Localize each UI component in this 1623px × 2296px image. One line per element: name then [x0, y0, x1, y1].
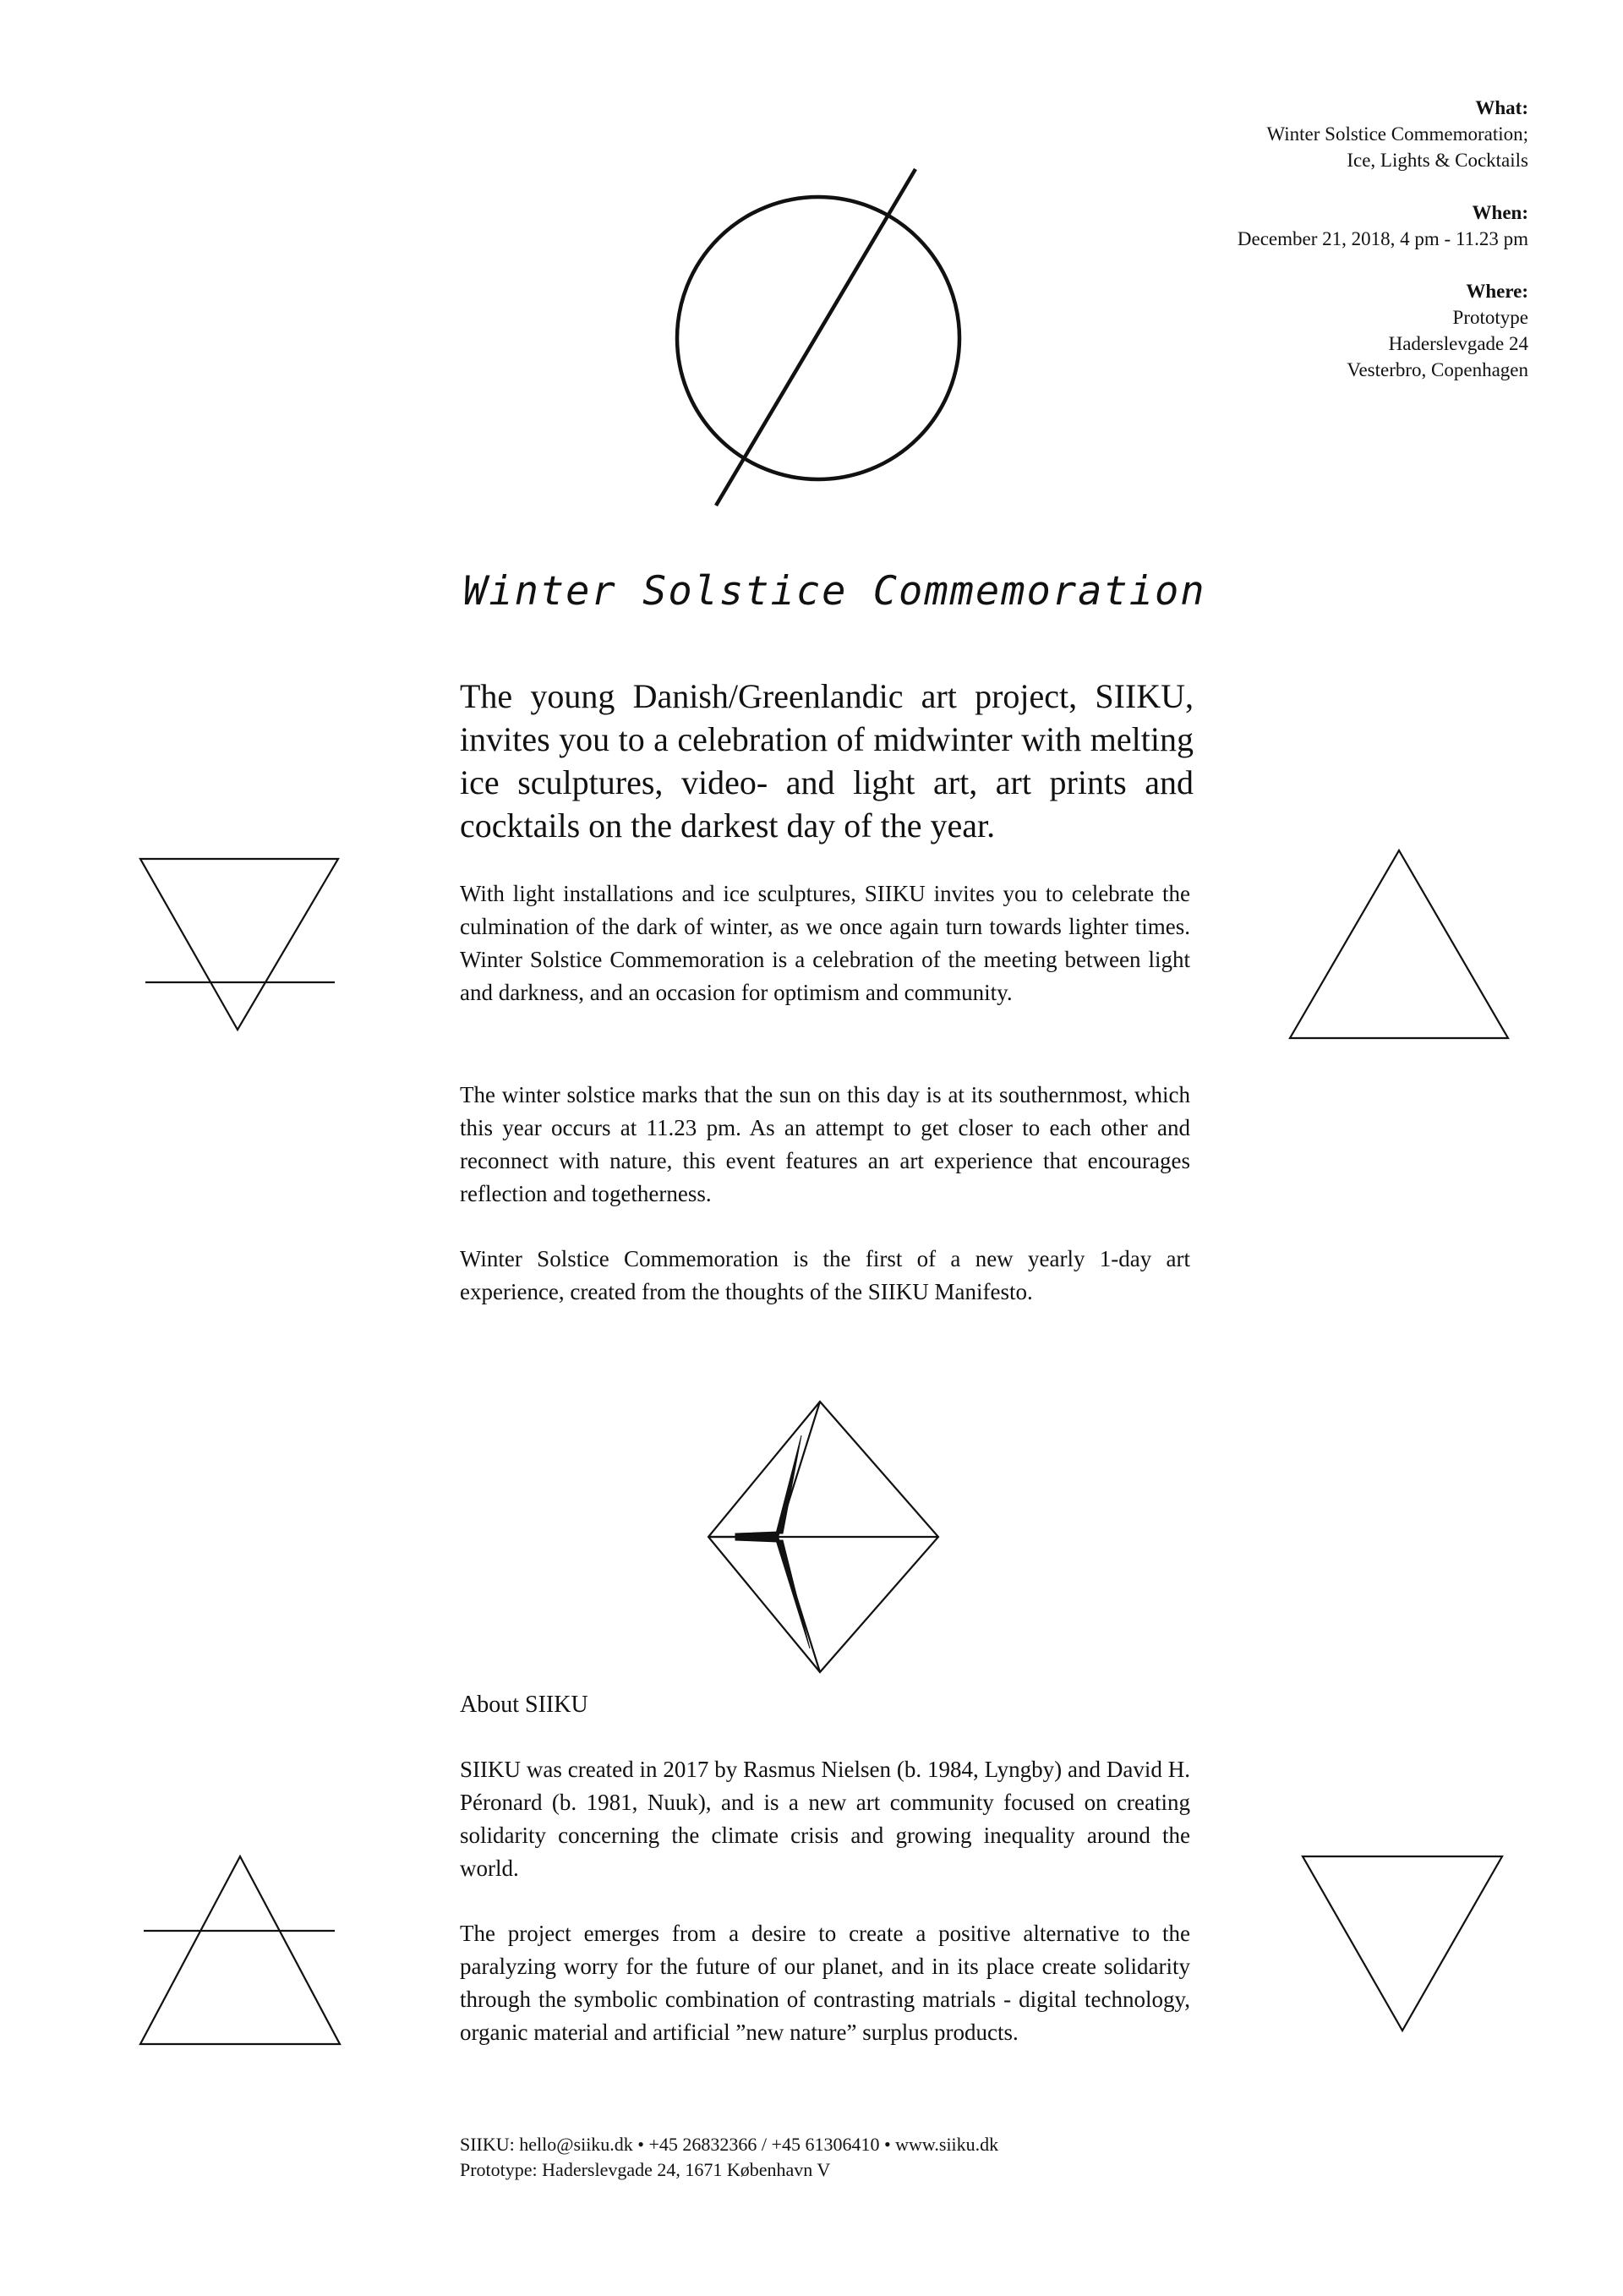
footer [460, 2132, 998, 2183]
water-element-icon [1298, 1851, 1509, 2037]
about-heading: About SIIKU [460, 1692, 588, 1718]
where-line-2: Haderslevgade 24 [1388, 333, 1528, 354]
body-paragraph-3 [460, 1243, 1190, 1309]
when-value: December 21, 2018, 4 pm - 11.23 pm [1237, 228, 1528, 249]
about-paragraph-1 [460, 1753, 1190, 1885]
when-label: When: [1472, 202, 1528, 223]
body-paragraph-1 [460, 877, 1190, 1009]
body-paragraph-3-text: Winter Solstice Commemoration is the first of a new yearly 1-day art experience, created from the thoughts of the SIIKU Manifesto. [460, 1246, 1190, 1304]
body-paragraph-1-text: With light installations and ice sculptures, SIIKU invites you to celebrate the culmination of the dark of winter, as we once again turn towards lighter times. Winter Solstice Commemoration is a celebration of the meeting between light and darkness, and an occasion for optimism and community. [460, 881, 1190, 1005]
about-paragraph-2-text: The project emerges from a desire to create a positive alternative to the paralyzing worry for the future of our planet, and in its place create solidarity through the symbolic combination of contrasting matrials - digital technology, organic material and artificial ”new nature” surplus products. [460, 1921, 1190, 2045]
crystal-diamond-icon [702, 1395, 947, 1682]
footer-address-line: Prototype: Haderslevgade 24, 1671 København V [460, 2159, 831, 2180]
page-title: Winter Solstice Commemoration [463, 568, 1206, 615]
body-paragraph-2 [460, 1079, 1190, 1211]
where-line-3: Vesterbro, Copenhagen [1347, 359, 1528, 380]
event-info [1055, 95, 1528, 383]
air-element-icon [135, 1851, 355, 2054]
body-paragraph-2-text: The winter solstice marks that the sun on this day is at its southernmost, which this year occurs at 11.23 pm. As an attempt to get closer to each other and reconnect with nature, this event features an art experience that encourages reflection and togetherness. [460, 1082, 1190, 1206]
lead-paragraph: The young Danish/Greenlandic art project, SIIKU, invites you to a celebration of midwinter with melting ice sculptures, video- and light art, art prints and cocktails on the darkest day of the year. [460, 677, 1194, 845]
what-line-2: Ice, Lights & Cocktails [1347, 150, 1528, 171]
earth-element-icon [135, 854, 347, 1040]
about-paragraph-2 [460, 1917, 1190, 2049]
empty-set-icon [659, 161, 930, 516]
about-paragraph-1-text: SIIKU was created in 2017 by Rasmus Nielsen (b. 1984, Lyngby) and David H. Péronard (b. 1981, Nuuk), and is a new art community focused on creating solidarity concerning the climate crisis and growing inequality around the world. [460, 1757, 1190, 1881]
where-label: Where: [1466, 281, 1528, 302]
footer-contact-line: SIIKU: hello@siiku.dk • +45 26832366 / +45 61306410 • www.siiku.dk [460, 2134, 999, 2155]
where-line-1: Prototype [1452, 307, 1528, 328]
what-label: What: [1475, 97, 1528, 118]
fire-element-icon [1285, 845, 1513, 1048]
what-line-1: Winter Solstice Commemoration; [1266, 123, 1528, 145]
